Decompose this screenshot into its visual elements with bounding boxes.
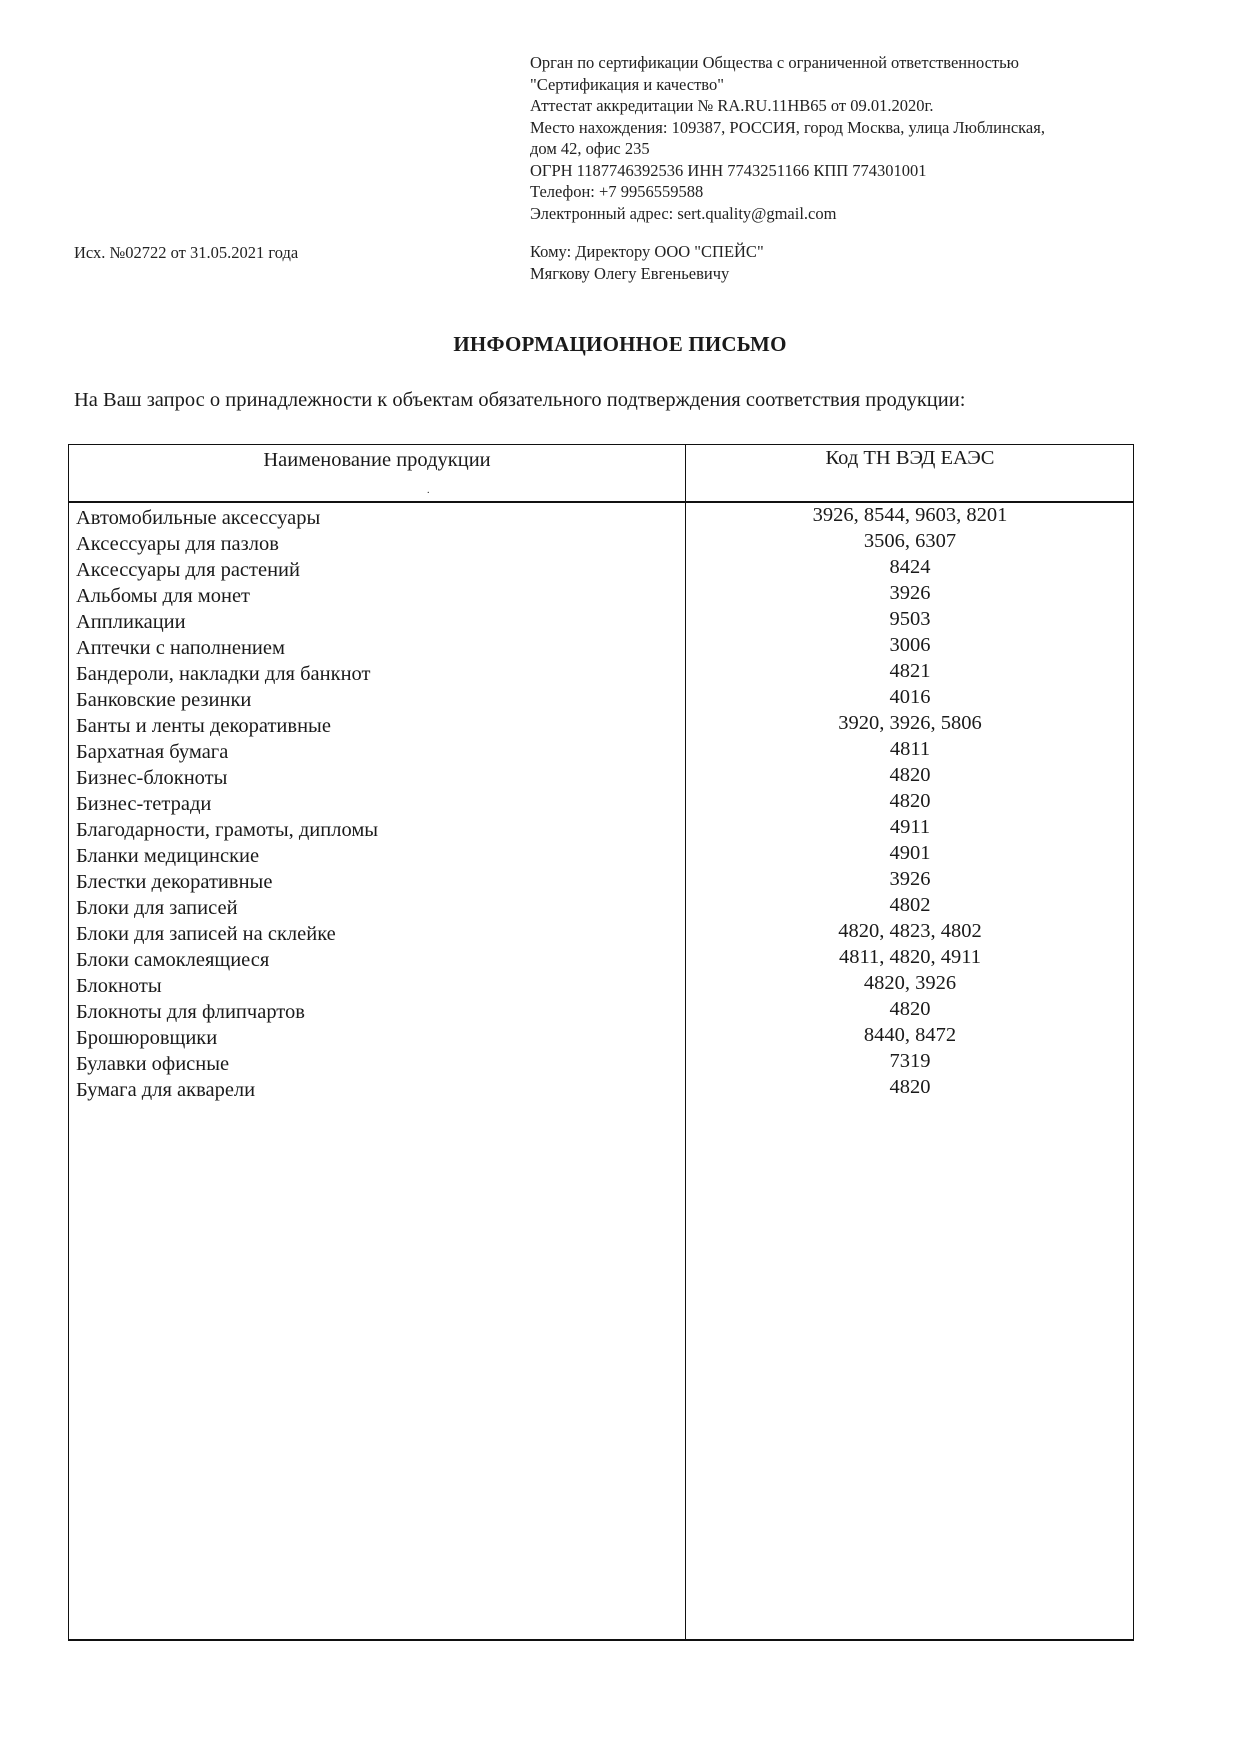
tnved-code: 4820, 4823, 4802 [838,920,982,942]
product-name: Бизнес-блокноты [76,767,228,789]
tnved-code: 9503 [889,608,931,630]
product-name: Блоки самоклеящиеся [76,949,270,971]
tnved-code: 3926 [889,868,931,890]
tnved-code: 3006 [889,634,931,656]
recipient-line: Мягкову Олегу Евгеньевичу [530,263,730,283]
product-name: Аппликации [76,611,186,633]
table-row [69,1077,1133,1103]
product-name: Блоки для записей [76,897,238,919]
product-name: Аксессуары для растений [76,559,300,581]
table-body [69,505,1133,1103]
tnved-code: 4820, 3926 [863,972,957,994]
product-name: Брошюровщики [76,1027,218,1049]
product-name: Блестки декоративные [76,871,273,893]
tnved-code: 4820 [889,998,931,1020]
tnved-code: 4820 [889,1076,931,1098]
product-name: Банковские резинки [76,689,252,711]
issuer-line: "Сертификация и качество" [530,74,724,94]
tnved-code: 3926 [889,582,931,604]
issuer-line: ОГРН 1187746392536 ИНН 7743251166 КПП 774301001 [530,160,927,180]
issuer-line: Телефон: +7 9956559588 [530,182,704,201]
product-name: Альбомы для монет [76,585,251,607]
issuer-line: Электронный адрес: sert.quality@gmail.com [530,203,837,223]
products-table [68,444,1134,1641]
product-name: Блокноты для флипчартов [76,1001,305,1023]
outgoing-reference: Исх. №02722 от 31.05.2021 года [74,243,299,262]
tnved-code: 4820 [889,764,931,786]
product-name: Бархатная бумага [76,741,229,763]
product-name: Булавки офисные [76,1053,230,1075]
product-name: Бумага для акварели [76,1079,256,1101]
tnved-code: 8424 [889,556,931,578]
product-name: Банты и ленты декоративные [76,715,331,737]
product-name: Блокноты [76,975,162,997]
tnved-code: 3926, 8544, 9603, 8201 [812,504,1008,526]
tnved-code: 4901 [889,842,931,864]
intro-paragraph: На Ваш запрос о принадлежности к объектам обязательного подтверждения соответствия продукции: [74,389,966,411]
product-name: Бизнес-тетради [76,793,212,815]
tnved-code: 3920, 3926, 5806 [838,712,982,734]
column-header-tnved-code: Код ТН ВЭД ЕАЭС [825,447,995,469]
product-name: Благодарности, грамоты, дипломы [76,819,379,841]
tnved-code: 4811, 4820, 4911 [839,946,981,968]
recipient-line: Кому: Директору ООО "СПЕЙС" [530,242,764,261]
product-name: Автомобильные аксессуары [76,507,321,529]
issuer-line: Орган по сертификации Общества с ограниченной ответственностью [530,53,1019,72]
issuer-line: дом 42, офис 235 [530,139,650,158]
tnved-code: 4911 [889,816,931,838]
column-header-product-name: Наименование продукции [263,449,491,471]
tnved-code: 4820 [889,790,931,812]
recipient-block [530,241,764,284]
tnved-code: 4802 [889,894,931,916]
issuer-line: Аттестат аккредитации № RA.RU.11НВ65 от 09.01.2020г. [530,96,934,115]
tnved-code: 4811 [889,738,931,760]
tnved-code: 8440, 8472 [863,1024,957,1046]
issuer-block [530,52,1045,224]
tnved-code: 7319 [889,1050,931,1072]
tnved-code: 4821 [889,660,931,682]
product-name: Бандероли, накладки для банкнот [76,663,371,685]
tnved-code: 3506, 6307 [863,530,957,552]
header-dot-mark: . [427,485,430,496]
product-name: Аптечки с наполнением [76,637,285,659]
tnved-code: 4016 [889,686,931,708]
issuer-line: Место нахождения: 109387, РОССИЯ, город Москва, улица Люблинская, [530,117,1045,137]
product-name: Бланки медицинские [76,845,260,867]
product-name: Аксессуары для пазлов [76,533,279,555]
document-title: ИНФОРМАЦИОННОЕ ПИСЬМО [453,332,787,356]
product-name: Блоки для записей на склейке [76,923,336,945]
